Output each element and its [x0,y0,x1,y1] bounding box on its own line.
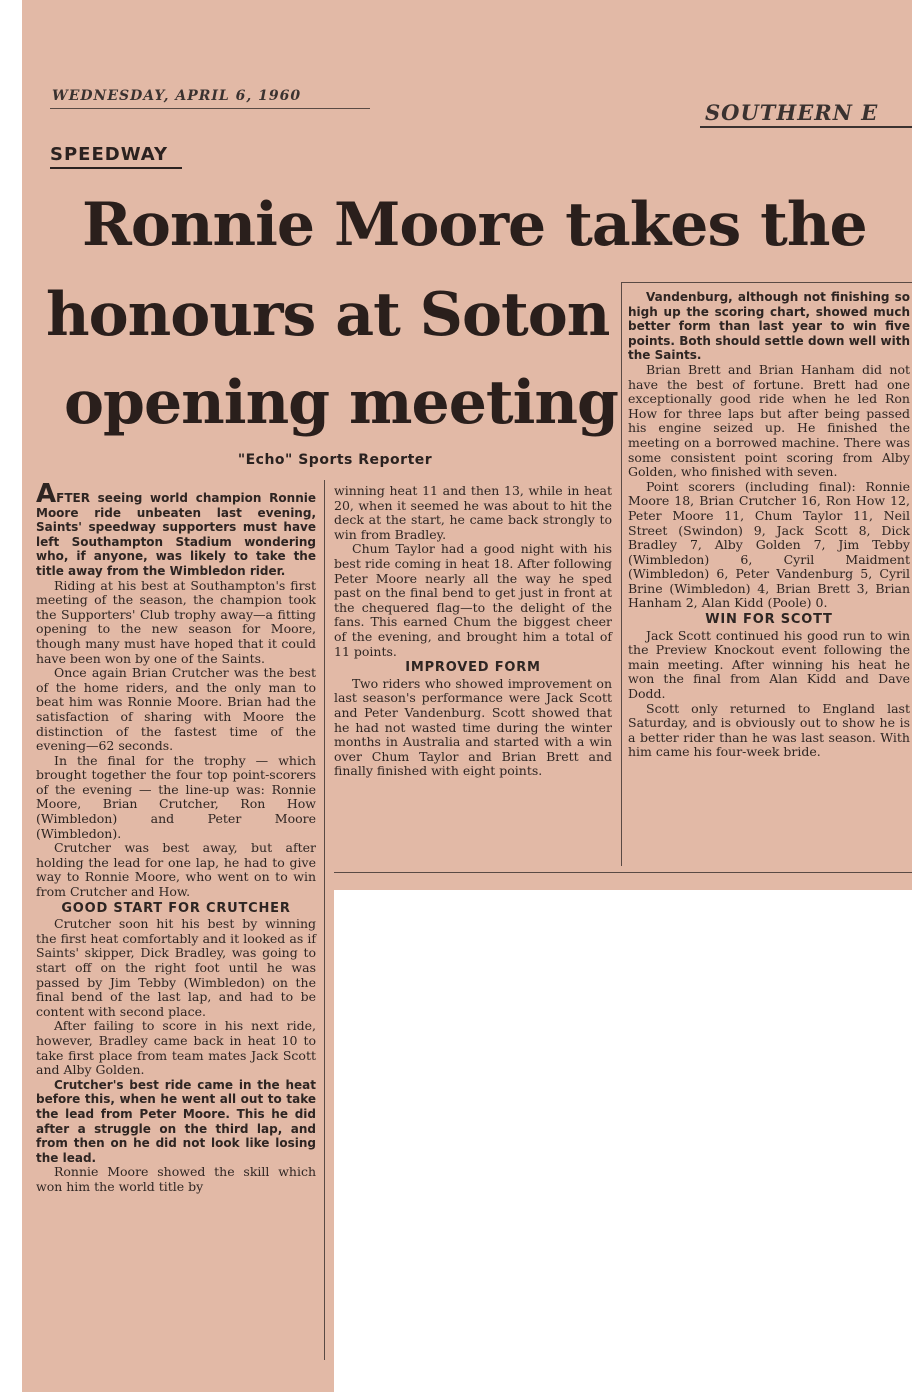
drop-cap: A [36,479,57,509]
newspaper-name-rule [700,126,912,128]
subheading: GOOD START FOR CRUTCHER [61,900,291,916]
bold-paragraph: Vandenburg, although not finishing so high up the scoring chart, showed much better form than last year to win five points. Both should settle down well with the Saints. [628,290,910,363]
paragraph: winning heat 11 and then 13, while in heat 20, when it seemed he was about to hit the deck at the start, he came back strongly to win from Bradley. [334,483,612,542]
dateline: WEDNESDAY, APRIL 6, 1960 [52,88,302,104]
article-column-1 [36,479,316,1195]
paragraph: Brian Brett and Brian Hanham did not have the best of fortune. Brett had one exceptionally good ride when he led Ron How for three laps but after being passed his engine seized up. He finished the meeting on a borrowed machine. There was some consistent point scoring from Alby Golden, who finished with seven. [628,361,910,480]
paragraph: Point scorers (including final): Ronnie Moore 18, Brian Crutcher 16, Ron How 12, Peter Moore 11, Chum Taylor 11, Neil Street (Swindon) 9, Jack Scott 8, Dick Bradley 7, Alby Golden 7, Jim Tebby (Wimbledon) 6, Cyril Maidment (Wimbledon) 6, Peter Vandenburg 5, Cyril Brine (Wimbledon) 4, Brian Brett 3, Brian Hanham 2, Alan Kidd (Poole) 0. [628,478,910,611]
byline: "Echo" Sports Reporter [237,452,433,468]
paragraph: Riding at his best at Southampton's first meeting of the season, the champion took the Supporters' Club trophy away—a fitting opening to the new season for Moore, though many must have hoped that it could have been won by one of the Saints. [36,577,316,666]
headline-line-1: Ronnie Moore takes the [82,190,867,260]
paragraph: Chum Taylor had a good night with his best ride coming in heat 18. After following Peter Moore nearly all the way he sped past on the final bend to get just in front at the chequered flag—to the delight of the fans. This earned Chum the biggest cheer of the evening, and brought him a total of 11 points. [334,541,612,659]
article-bottom-rule [334,872,912,873]
headline-line-2: honours at Soton [46,280,610,350]
paragraph: Crutcher was best away, but after holding the lead for one lap, he had to give way to Ronnie Moore, who went on to win from Crutcher and How. [36,840,316,900]
paragraph: In the final for the trophy — which brought together the four top point-scorers of the evening — the line-up was: Ronnie Moore, Brian Crutcher, Ron How (Wimbledon) and Peter Moore (Wimbledon). [36,752,316,841]
article-column-2 [334,484,612,779]
headline-line-3: opening meeting [64,368,618,438]
subheading: WIN FOR SCOTT [705,612,833,628]
lead-text: FTER seeing world champion Ronnie Moore ride unbeaten last evening, Saints' speedway supporters must have left Southampton Stadium wondering who, if anyone, was likely to take the title away from the Wimbledon rider. [36,491,316,578]
newspaper-name: SOUTHERN E [705,100,879,125]
column-rule-2 [621,282,622,866]
paragraph: Jack Scott continued his good run to win the Preview Knockout event following the main meeting. After winning his heat he won the final from Alan Kidd and Dave Dodd. [628,627,910,702]
paragraph: Two riders who showed improvement on last season's performance were Jack Scott and Peter Vandenburg. Scott showed that he had not wasted time during the winter months in Australia and started with a win over Chum Taylor and Brian Brett and finally finished with eight points. [334,675,612,779]
section-rule [50,167,182,169]
dateline-rule [50,108,370,109]
bold-paragraph: Crutcher's best ride came in the heat before this, when he went all out to take the lead from Peter Moore. This he did after a struggle on the third lap, and from then on he did not look like losing the lead. [36,1077,316,1165]
paragraph: Once again Brian Crutcher was the best of the home riders, and the only man to beat him was Ronnie Moore. Brian had the satisfaction of sharing with Moore the distinction of the fastest time of the evening—62 seconds. [36,665,316,754]
paragraph: Scott only returned to England last Saturday, and is obviously out to show he is a better rider than he was last season. With him came his four-week bride. [628,700,910,760]
column-rule-1 [324,480,325,1360]
lead-paragraph [36,479,316,579]
paragraph: Crutcher soon hit his best by winning the first heat comfortably and it looked as if Saints' skipper, Dick Bradley, was going to start off on the right foot until he was passed by Jim Tebby (Wimbledon) on the final bend of the last lap, and had to be content with second place. [36,916,316,1019]
paragraph: Ronnie Moore showed the skill which won him the world title by [36,1164,316,1194]
paragraph: After failing to score in his next ride, however, Bradley came back in heat 10 to take first place from team mates Jack Scott and Alby Golden. [36,1018,316,1078]
column-3-top-rule [621,282,912,283]
subheading: IMPROVED FORM [405,660,541,676]
section-label: SPEEDWAY [50,144,168,165]
article-column-3 [628,290,910,760]
